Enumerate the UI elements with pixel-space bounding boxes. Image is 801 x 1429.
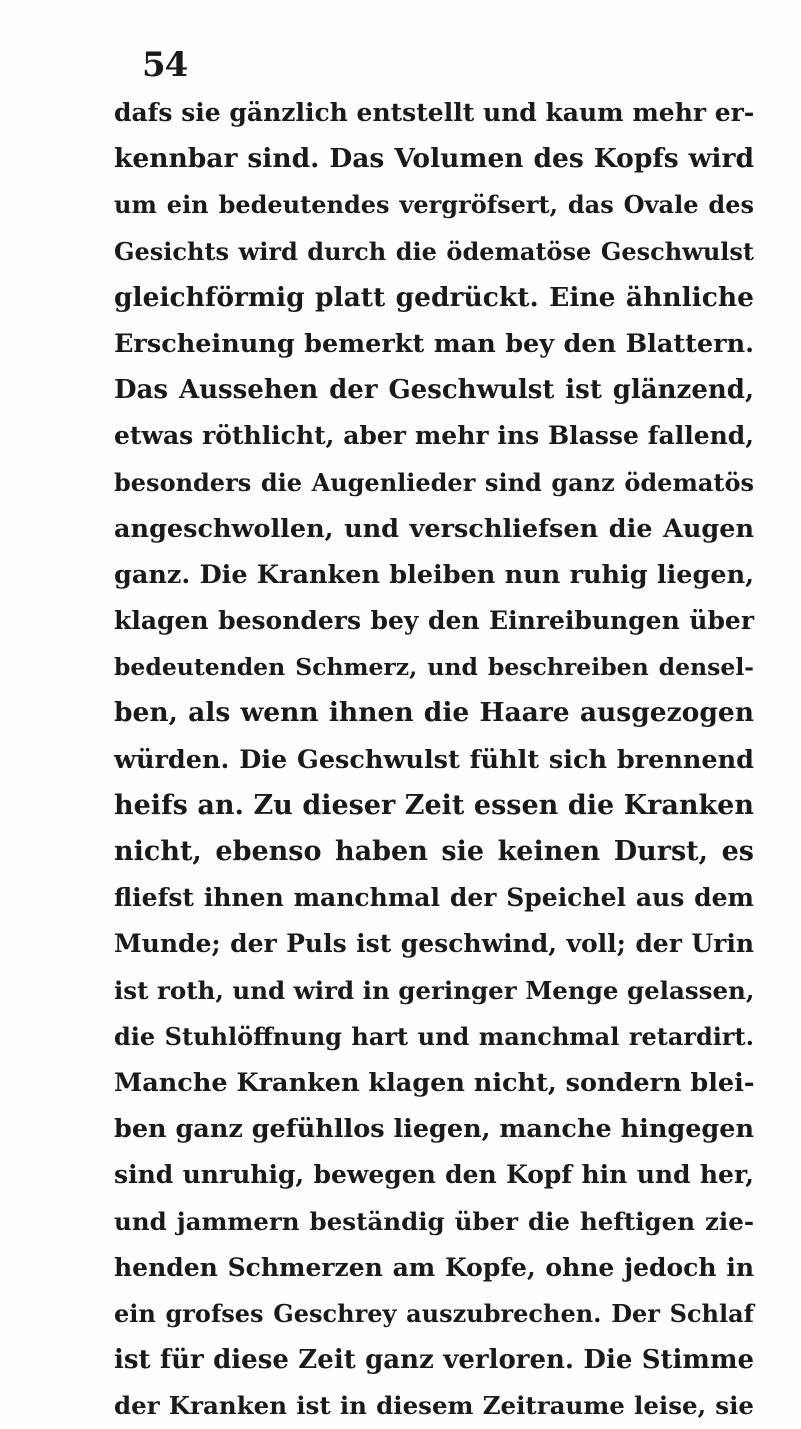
- text-line: kennbar sind. Das Volumen des Kopfs wird: [114, 143, 754, 175]
- text-line: die Stuhlöffnung hart und manchmal retardirt.: [114, 1021, 754, 1051]
- text-line: der Kranken ist in diesem Zeitraume leise, sie: [114, 1391, 754, 1421]
- text-line: ben, als wenn ihnen die Haare ausgezogen: [114, 697, 754, 729]
- text-line: Erscheinung bemerkt man bey den Blattern.: [114, 328, 754, 359]
- text-line: ben ganz gefühllos liegen, manche hingegen: [114, 1114, 755, 1145]
- text-line: heifs an. Zu dieser Zeit essen die Kranken: [114, 789, 754, 821]
- text-line: ganz. Die Kranken bleiben nun ruhig liegen,: [114, 559, 754, 590]
- text-line: Das Aussehen der Geschwulst ist glänzend,: [114, 375, 754, 406]
- text-line: Manche Kranken klagen nicht, sondern blei-: [114, 1067, 755, 1098]
- text-line: ein grofses Geschrey auszubrechen. Der Schlaf: [114, 1298, 754, 1328]
- text-line: sind unruhig, bewegen den Kopf hin und her,: [114, 1160, 754, 1190]
- text-line: besonders die Augenlieder sind ganz ödematös: [114, 467, 754, 497]
- page-number: 54: [142, 45, 188, 85]
- text-line: und jammern beständig über die heftigen zie-: [114, 1206, 754, 1236]
- body-text: [114, 90, 754, 1429]
- text-line: nicht, ebenso haben sie keinen Durst, es: [114, 836, 754, 867]
- text-line: angeschwollen, und verschliefsen die Augen: [114, 513, 754, 544]
- text-line: Gesichts wird durch die ödematöse Geschwulst: [114, 236, 754, 266]
- text-line: bedeutenden Schmerz, und beschreiben densel-: [114, 653, 754, 682]
- text-line: klagen besonders bey den Einreibungen über: [114, 606, 754, 636]
- text-line: Munde; der Puls ist geschwind, voll; der Urin: [114, 929, 754, 959]
- text-line: etwas röthlicht, aber mehr ins Blasse fallend,: [114, 421, 754, 451]
- text-line: ist für diese Zeit ganz verloren. Die Stimme: [114, 1345, 754, 1376]
- text-line: henden Schmerzen am Kopfe, ohne jedoch in: [114, 1252, 754, 1282]
- text-line: gleichförmig platt gedrückt. Eine ähnliche: [114, 281, 754, 313]
- text-line: dafs sie gänzlich entstellt und kaum mehr er-: [114, 98, 755, 127]
- text-line: würden. Die Geschwulst fühlt sich brennend: [114, 744, 754, 775]
- text-line: ist roth, und wird in geringer Menge gelassen,: [114, 975, 755, 1005]
- text-line: fliefst ihnen manchmal der Speichel aus dem: [114, 883, 754, 913]
- text-line: um ein bedeutendes vergröfsert, das Ovale des: [114, 190, 754, 220]
